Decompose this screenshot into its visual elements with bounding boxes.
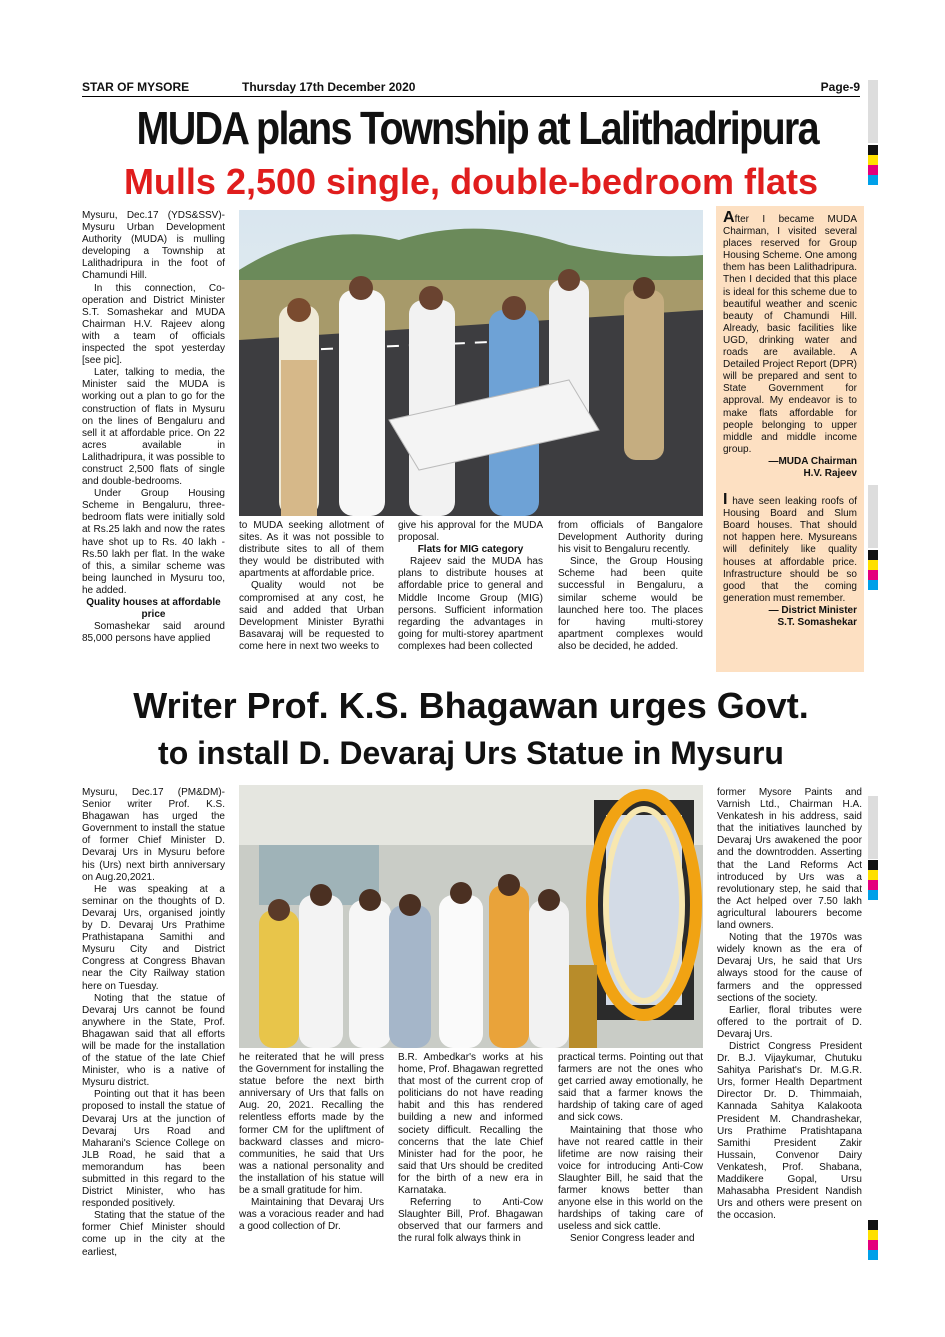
site-inspection-image xyxy=(239,210,703,516)
quote-muda-chairman: After I became MUDA Chairman, I visited several places reserved for Group Housing Scheme. One among them has been Lalithadripura. Then I decided that this place is ideal for this scheme due to beautiful weather and scenic beauty of Chamundi Hill. Already, basic facilities like UGD, drinking water and roads are available. A Detailed Project Report (DPR) will be prepared and sent to State Government for approval. My endeavor is to make flats affordable for people belonging to upper middle and middle income group. xyxy=(723,209,857,455)
quote-signature-name: H.V. Rajeev xyxy=(803,467,857,479)
color-registration-mark xyxy=(868,860,878,900)
margin-bar xyxy=(868,80,878,143)
issue-date: Thursday 17th December 2020 xyxy=(242,80,416,94)
headline-bhagawan-line2: to install D. Devaraj Urs Statue in Mysuru xyxy=(158,735,784,771)
color-registration-mark xyxy=(868,550,878,590)
headline-muda: MUDA plans Township at Lalithadripura xyxy=(136,102,818,154)
header-rule xyxy=(82,96,860,97)
quote-signature: — District Minister xyxy=(768,604,857,616)
quote-signature-name: S.T. Somashekar xyxy=(777,617,857,628)
margin-bar xyxy=(868,796,878,859)
tribute-event-image xyxy=(239,785,703,1048)
margin-bar xyxy=(868,485,878,548)
story2-column-5: former Mysore Paints and Varnish Ltd., Chairman H.A. Venkatesh in his address, said that the initiatives launched by Devaraj Urs awakened the poor and the downtrodden. Asserting that the Land Reforms Act introduced by Urs was a revolutionary step, he said that the Act helped over 7.50 lakh agricultural labourers become land owners. Noting that the 1970s was widely known as the era of Devaraj Urs, he said that Urs always stood for the cause of farmers and the oppressed sections of the society. Earlier, floral tributes were offered to the portrait of D. Devaraj Urs. District Congress President Dr. B.J. Vijaykumar, Chutuku Sahitya Parishat's Dr. M.G.R. Urs, former Health Department Director Dr. D. Thimmaiah, Kannada Sahitya Kalakoota President M. Chandrashekar, Urs Prathime Pratishtapana Samithi President Zakir Hussain, Convenor Dairy Venkatesh, Prof. Shabana, Maddikere Gopal, Ursu Mahasabha President Nandish Urs and others were present on the occasion. xyxy=(717,787,862,1222)
headline-bhagawan-line1: Writer Prof. K.S. Bhagawan urges Govt. xyxy=(133,685,809,726)
story2-column-1: Mysuru, Dec.17 (PM&DM)- Senior writer Prof. K.S. Bhagawan has urged the Government to install the statue of former Chief Minister D. Devaraj Urs in Mysuru before his (Urs) next birth anniversary on Aug.20,2021. He was speaking at a seminar on the thoughts of D. Devaraj Urs, organised jointly by D. Devaraj Urs Prathime Prathistapana Samithi and Mysuru City and District Congress at Congress Bhavan near the City Railway station here on Tuesday. Noting that the statue of Devaraj Urs cannot be found anywhere in the State, Prof. Bhagawan said that all efforts will be made for the installation of the statue of the late Chief Minister, who is a native of Mysuru district. Pointing out that it has been proposed to install the statue of Devaraj Urs at the junction of Devaraj Urs Road and Maharani's Science College on JLB Road, he said that a memorandum has been submitted in this regard to the District Minister, who has responded positively. Stating that the statue of the former Chief Minister should come up in the city at the earliest, xyxy=(82,787,225,1258)
story1-column-1: Mysuru, Dec.17 (YDS&SSV)- Mysuru Urban Development Authority (MUDA) is mulling developing a Township at Lalithadripura in the foot of Chamundi Hill. In this connection, Co-operation and District Minister S.T. Somashekar and MUDA Chairman H.V. Rajeev along with a team of officials inspected the spot yesterday [see pic]. Later, talking to media, the Minister said the MUDA is working out a plan to go for the construction of flats in Mysuru on the lines of Bengaluru and sell it at affordable price. On 22 acres available in Lalithadripura, it was possible to construct 2,500 flats of single and double-bedrooms. Under Group Housing Scheme in Bengaluru, three-bedroom flats were initially sold at Rs.25 lakh and now the rates have shot up to Rs. 40 lakh - Rs.50 lakh per flat. In the wake of this, a similar scheme was being launched in Mysuru too, he added. Quality houses at affordable price Somashekar said around 85,000 persons have applied xyxy=(82,210,225,645)
subheading: Flats for MIG category xyxy=(417,544,524,556)
story2-column-3: B.R. Ambedkar's works at his home, Prof. Bhagawan regretted that most of the current crop of politicians do not have reading habit and this has rendered building a new and informed society difficult. Recalling the concerns that the late Chief Minister had for the poor, he said that Urs should be credited for the birth of a new era in Karnataka. Referring to Anti-Cow Slaughter Bill, Prof. Bhagawan observed that our farmers and the rural folk always think in xyxy=(398,1052,543,1245)
story1-column-2: to MUDA seeking allotment of sites. As it was not possible to distribute sites to all of them they would be distributed with apartments at affordable price. Quality would not be compromised at any cost, he said and added that Urban Development Minister Byrathi Basavaraj will be requested to come here in next two weeks to xyxy=(239,520,384,652)
color-registration-mark xyxy=(868,1220,878,1260)
story1-column-3: give his approval for the MUDA proposal. Flats for MIG category Rajeev said the MUDA has plans to distribute houses at affordable price to general and Middle Income Group (MIG) persons. Sufficient information regarding the advantages in going for multi-storey apartment complexes had been collected xyxy=(398,520,543,652)
quote-box xyxy=(716,206,864,672)
paper-name: STAR OF MYSORE xyxy=(82,80,190,94)
quote-district-minister: I have seen leaking roofs of Housing Board and Slum Board houses. That should not happen here. Mysureans will definitely like quality houses at affordable price. Infrastructure should be so good that the coming generation must remember. xyxy=(723,491,857,604)
story1-column-4: from officials of Bangalore Development Authority during his visit to Bengaluru recently. Since, the Group Housing Scheme had been quite successful in Bengaluru, a similar scheme would be launched here too. The places for having multi-storey apartment complexes would also be decided, he added. xyxy=(558,520,703,652)
story2-column-4: practical terms. Pointing out that farmers are not the ones who get carried away emotionally, he said that a farmer knows the hardship of taking care of aged and sick cows. Maintaining that those who have not reared cattle in their lifetime are now raising their voice for introducing Anti-Cow Slaughter Bill, he said that the farmer knows better than anyone else in this world on the hardships of taking care of useless and sick cattle. Senior Congress leader and xyxy=(558,1052,703,1245)
photo-tribute-event xyxy=(239,785,703,1048)
subhead-muda: Mulls 2,500 single, double-bedroom flats xyxy=(123,161,819,202)
quote-signature: —MUDA Chairman xyxy=(768,455,857,467)
color-registration-mark xyxy=(868,145,878,185)
story2-column-2: he reiterated that he will press the Government for installing the statue before the next birth anniversary of Urs that falls on Aug. 20, 2021. Recalling the relentless efforts made by the former CM for the upliftment of backward classes and micro-communities, he said that Urs was a national personality and the installation of his statue will be a small gratitude for him. Maintaining that Devaraj Urs was a voracious reader and had a good collection of Dr. xyxy=(239,1052,384,1233)
page-number: Page-9 xyxy=(820,80,860,94)
subheading: Quality houses at affordable price xyxy=(86,597,221,621)
photo-site-inspection xyxy=(239,210,703,516)
page-header xyxy=(82,80,860,96)
